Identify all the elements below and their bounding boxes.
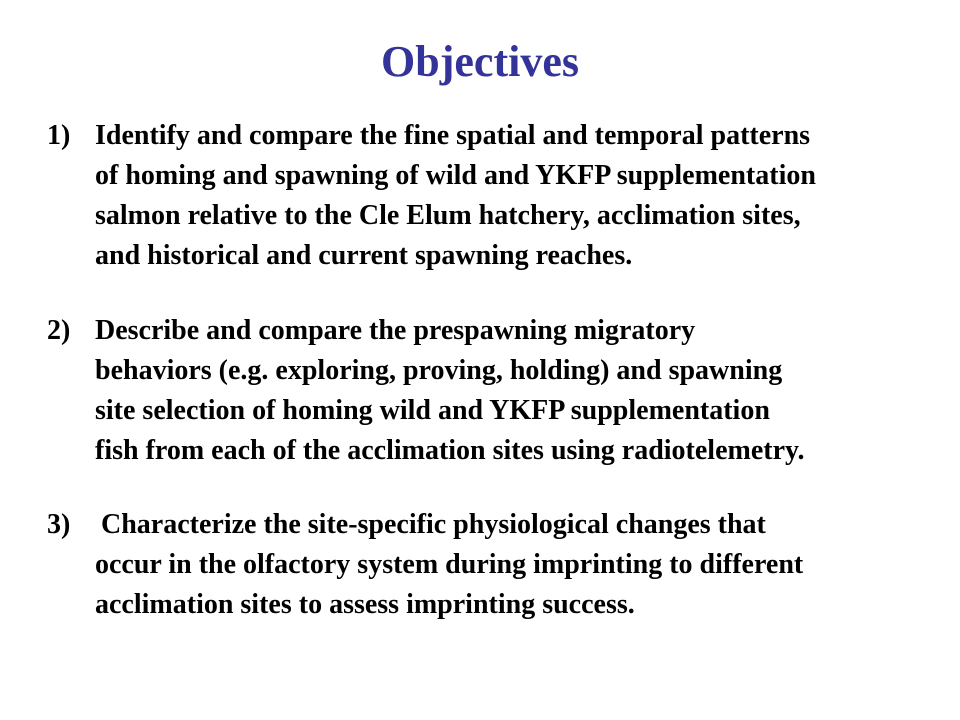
objective-line: acclimation sites to assess imprinting success.: [95, 589, 635, 620]
objective-number: 1): [47, 120, 71, 151]
objective-line: salmon relative to the Cle Elum hatchery, acclimation sites,: [95, 200, 801, 231]
slide-title: Objectives: [381, 37, 579, 86]
objective-number: 3): [47, 509, 71, 540]
objective-line: occur in the olfactory system during imprinting to different: [95, 549, 804, 580]
objective-line: Identify and compare the fine spatial and temporal patterns: [95, 120, 811, 151]
objective-number: 2): [47, 315, 71, 346]
objective-line: behaviors (e.g. exploring, proving, holding) and spawning: [95, 355, 783, 386]
objective-line: and historical and current spawning reaches.: [95, 240, 633, 271]
objective-line: Characterize the site-specific physiological changes that: [101, 509, 766, 540]
objective-line: site selection of homing wild and YKFP supplementation: [95, 395, 770, 426]
objective-line: Describe and compare the prespawning migratory: [95, 315, 696, 346]
objective-line: of homing and spawning of wild and YKFP supplementation: [95, 160, 816, 191]
objective-line: fish from each of the acclimation sites using radiotelemetry.: [95, 435, 805, 466]
